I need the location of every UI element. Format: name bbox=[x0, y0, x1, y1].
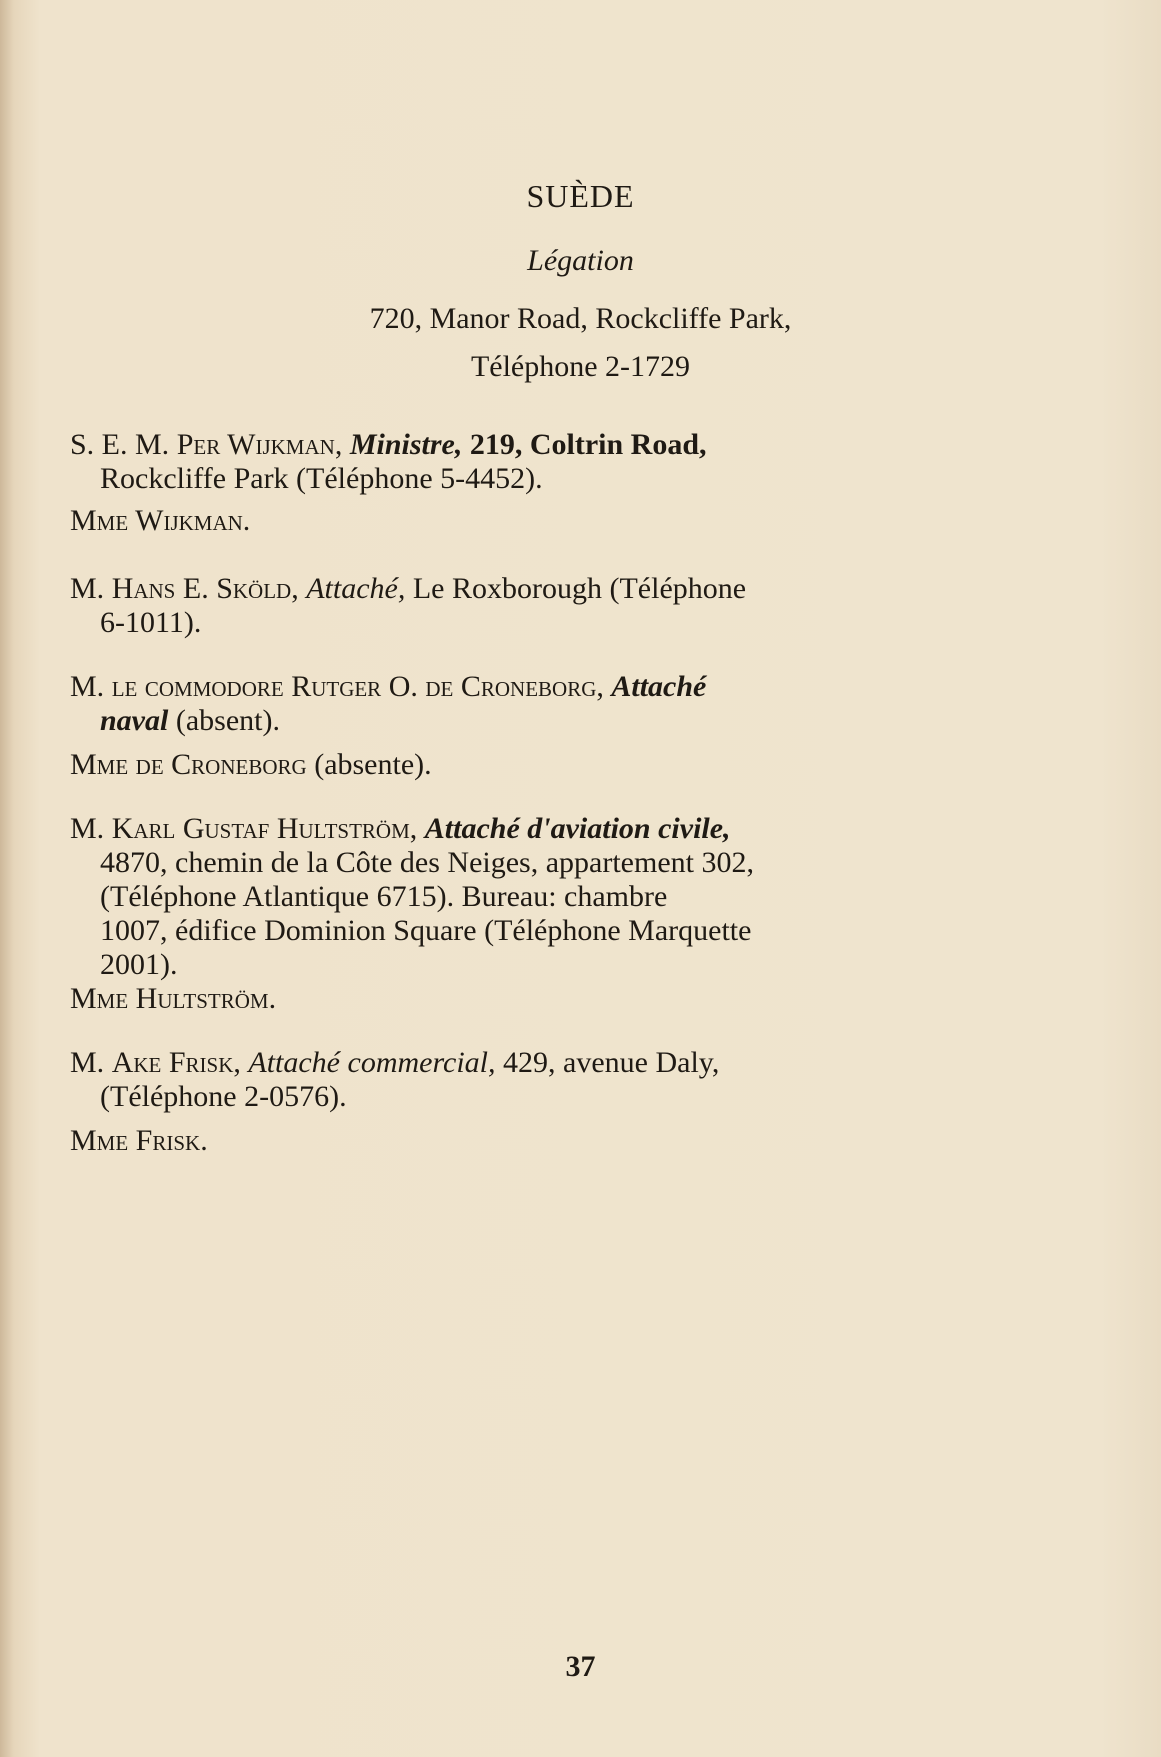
spouse-hultstrom: Mme Hultström. bbox=[70, 982, 277, 1015]
entry-office-line: 1007, édifice Dominion Square (Téléphone Marquette bbox=[100, 914, 752, 947]
entry-name: le commodore Rutger O. de Croneborg, bbox=[111, 670, 604, 703]
entry-title: Attaché commercial, bbox=[248, 1046, 496, 1079]
entry-address: 219, Coltrin Road, bbox=[469, 428, 707, 461]
entry-title-continued: naval bbox=[100, 704, 169, 737]
entry-title: Attaché d'aviation civile, bbox=[424, 812, 731, 845]
entry-address: 429, avenue Daly, bbox=[503, 1046, 720, 1079]
entry-prefix: M. bbox=[70, 1046, 105, 1079]
entry-name: Per Wijkman, bbox=[176, 428, 343, 461]
entry-prefix: S. E. M. bbox=[70, 428, 170, 461]
spouse-croneborg bbox=[70, 748, 940, 782]
entry-address-line: 4870, chemin de la Côte des Neiges, appartement 302, bbox=[100, 846, 754, 879]
entry-name: Karl Gustaf Hultström, bbox=[111, 812, 418, 845]
legation-heading: Légation bbox=[527, 244, 634, 277]
entry-status: (absent). bbox=[175, 704, 280, 737]
country-heading: SUÈDE bbox=[526, 178, 635, 214]
staff-entry-hultstrom bbox=[70, 812, 940, 982]
staff-entry-skold bbox=[70, 572, 940, 640]
entry-title: Attaché, bbox=[306, 572, 406, 605]
entry-address: Le Roxborough (Téléphone bbox=[412, 572, 747, 605]
entry-name: Ake Frisk, bbox=[111, 1046, 241, 1079]
entry-office-line-end: 2001). bbox=[100, 948, 178, 981]
page-number: 37 bbox=[565, 1650, 596, 1683]
legation-phone: Téléphone 2-1729 bbox=[470, 350, 691, 383]
entry-address-line: 6-1011). bbox=[100, 606, 202, 639]
spouse-status: (absente). bbox=[314, 748, 432, 781]
entry-prefix: M. bbox=[70, 670, 105, 703]
spouse-wijkman: Mme Wijkman. bbox=[70, 504, 251, 537]
staff-entry-wijkman bbox=[70, 428, 940, 496]
entry-title: Attaché bbox=[611, 670, 707, 703]
entry-address-line: Rockcliffe Park (Téléphone 5-4452). bbox=[100, 462, 543, 495]
staff-entry-croneborg bbox=[70, 670, 940, 738]
entry-phone-line: (Téléphone 2-0576). bbox=[100, 1080, 347, 1113]
staff-entry-frisk bbox=[70, 1046, 940, 1114]
entry-name: Hans E. Sköld, bbox=[111, 572, 299, 605]
entry-prefix: M. bbox=[70, 812, 105, 845]
legation-address: 720, Manor Road, Rockcliffe Park, bbox=[369, 302, 792, 335]
entry-phone-line: (Téléphone Atlantique 6715). Bureau: chambre bbox=[100, 880, 668, 913]
spouse-frisk: Mme Frisk. bbox=[70, 1124, 208, 1157]
spouse-name: Mme de Croneborg bbox=[70, 748, 307, 781]
entry-prefix: M. bbox=[70, 572, 105, 605]
entry-title: Ministre, bbox=[349, 428, 463, 461]
